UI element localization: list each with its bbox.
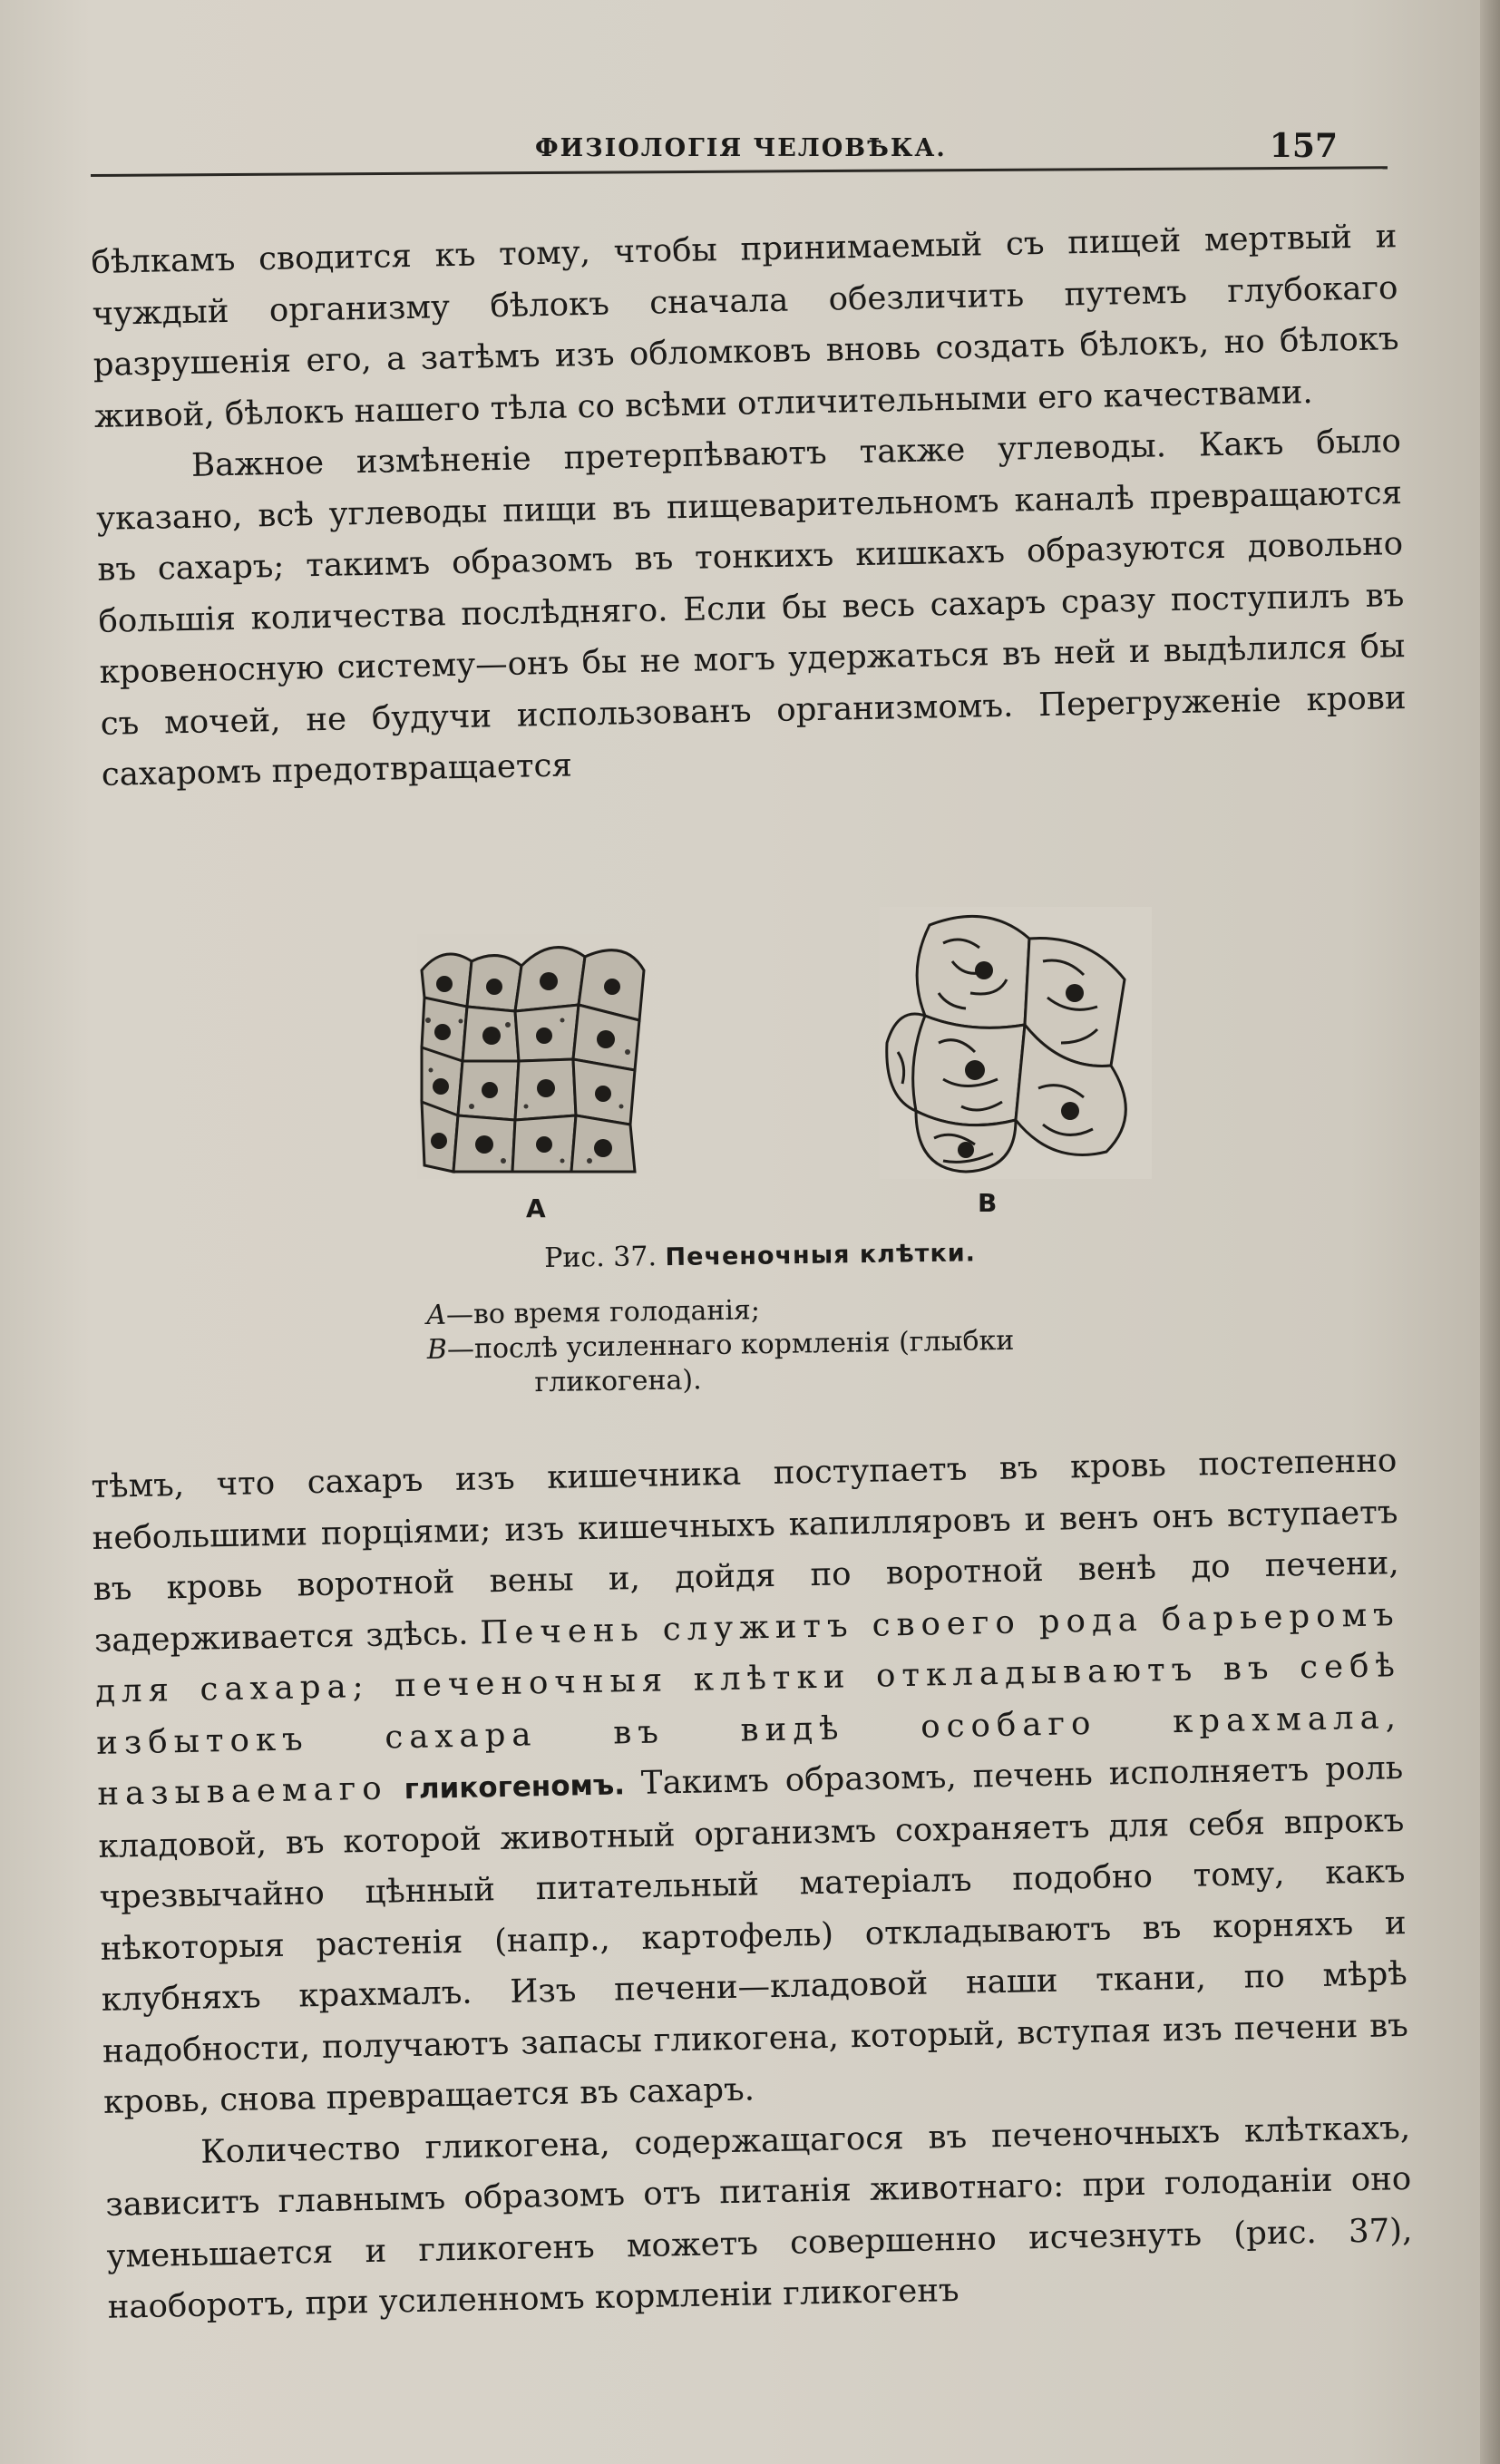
legend-b-text: —послѣ усиленнаго кормленія (глыбки: [446, 1324, 1015, 1366]
legend-a-letter: A: [426, 1299, 447, 1331]
book-spine: [1480, 0, 1500, 2464]
paragraph-4: Количество гликогена, содержащагося въ печеночныхъ клѣткахъ, зависитъ главнымъ образомъ отъ питанія животнаго: при голоданіи оно уменьшается и гликогенъ можетъ совершенно исчезнуть (рис. 37), наоборотъ, при усиленномъ кормленіи гликогенъ: [105, 2109, 1413, 2326]
figure-37: [399, 907, 1215, 1415]
paragraph-3-part-1: тѣмъ, что сахаръ изъ кишечника поступаетъ въ кровь постепенно небольшими порціями; изъ кишечныхъ капилляровъ и венъ онъ вступаетъ въ кровь воротной вены и, дойдя по воротной венѣ до печени, задерживается здѣсь.: [91, 1442, 1399, 1660]
caption-title: Печеночныя клѣтки.: [665, 1239, 977, 1272]
page-number: 157: [1269, 127, 1338, 165]
liver-cells-fed-illustration: [880, 907, 1152, 1179]
paragraph-3-spaced-emphasis: Печень служитъ своего рода барьеромъ для сахара; печеночныя клѣтки откладываютъ въ себѣ избытокъ сахара въ видѣ особаго крахмала, называемаго: [94, 1595, 1403, 1813]
caption-prefix: Рис. 37.: [544, 1241, 657, 1274]
paragraph-1: бѣлкамъ сводится къ тому, чтобы принимаемый съ пищей мертвый и чуждый организму бѣлокъ сначала обезличить путемъ глубокаго разрушенія его, а затѣмъ изъ обломковъ вновь создать бѣлокъ, но бѣлокъ живой, бѣлокъ нашего тѣла со всѣми отличительными его качествами.: [91, 218, 1399, 435]
glycogen-term: гликогеномъ.: [404, 1768, 626, 1807]
legend-b-continuation: гликогена).: [534, 1364, 702, 1399]
legend-a-text: —во время голоданія;: [445, 1294, 761, 1331]
figure-label-b: B: [978, 1188, 998, 1218]
paragraph-3: [91, 1436, 1409, 2128]
paragraph-2: Важное измѣненіе претерпѣваютъ также углеводы. Какъ было указано, всѣ углеводы пищи въ пищеварительномъ каналѣ превращаются въ сахаръ; такимъ образомъ въ тонкихъ кишкахъ образуются довольно большія количества послѣдняго. Если бы весь сахаръ сразу поступилъ въ кровеносную систему—онъ бы не могъ удержаться въ ней и выдѣлился бы съ мочей, не будучи использованъ организмомъ. Перегруженіе крови сахаромъ предотвращается: [95, 423, 1407, 794]
paragraph-3-part-2: Такимъ образомъ, печень исполняетъ роль кладовой, въ которой животный организмъ сохраняетъ для себя впрокъ чрезвычайно цѣнный питательный матеріалъ подобно тому, какъ нѣкоторыя растенія (напр., картофель) откладываютъ въ корняхъ и клубняхъ крахмалъ. Изъ печени—кладовой наши ткани, по мѣрѣ надобности, получаютъ запасы гликогена, который, вступая изъ печени въ кровь, снова превращается въ сахаръ.: [98, 1749, 1409, 2121]
legend-b-letter: B: [426, 1333, 448, 1366]
running-title: ФИЗІОЛОГІЯ ЧЕЛОВѢКА.: [535, 134, 947, 162]
running-header: [91, 125, 1388, 170]
figure-legend: [426, 1290, 1015, 1402]
text-block-top: [91, 211, 1407, 801]
figure-label-a: A: [526, 1193, 546, 1223]
figure-caption: [544, 1236, 976, 1274]
liver-cells-starvation-illustration: [417, 934, 653, 1179]
text-block-bottom: [91, 1436, 1414, 2333]
